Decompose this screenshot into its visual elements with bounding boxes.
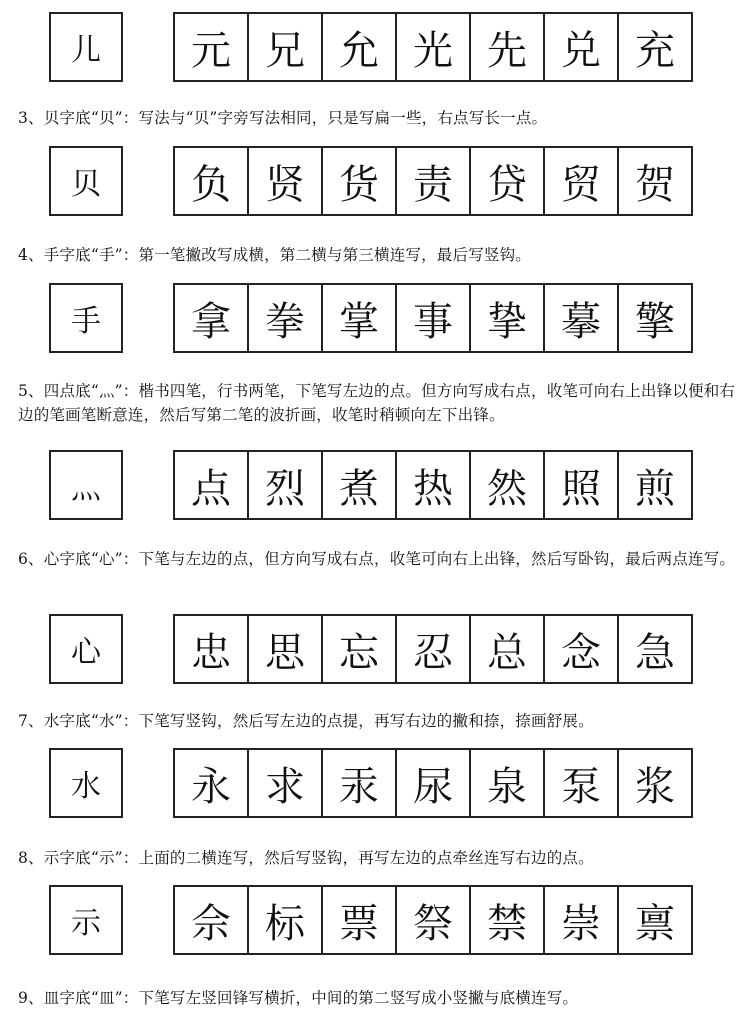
char-cell: 挚 <box>471 285 545 351</box>
section-description: 7、水字底“水”：下笔写竖钩，然后写左边的点提，再写右边的撇和捺，捺画舒展。 <box>18 712 594 730</box>
char-cell: 禀 <box>635 900 675 947</box>
radical-box: 心 <box>49 614 123 684</box>
char-cell: 祭 <box>397 887 471 953</box>
char-cell: 思 <box>249 616 323 682</box>
char-cell: 贸 <box>545 148 619 214</box>
radical-box: 贝 <box>49 146 123 216</box>
char-cell: 禁 <box>471 887 545 953</box>
section-description: 9、皿字底“皿”：下笔写左竖回锋写横折，中间的第二竖写成小竖撇与底横连写。 <box>18 989 579 1007</box>
char-cell: 充 <box>635 27 675 74</box>
char-strip <box>173 146 693 216</box>
char-cell: 浆 <box>635 763 675 810</box>
radical-box: 示 <box>49 885 123 955</box>
char-cell: 票 <box>323 887 397 953</box>
char-cell: 兑 <box>545 14 619 80</box>
char-cell: 光 <box>397 14 471 80</box>
char-cell: 然 <box>471 452 545 518</box>
char-cell: 掌 <box>323 285 397 351</box>
char-cell: 泵 <box>545 750 619 816</box>
char-cell: 念 <box>545 616 619 682</box>
char-cell: 急 <box>635 629 675 676</box>
char-cell: 责 <box>397 148 471 214</box>
char-strip <box>173 283 693 353</box>
char-cell: 求 <box>249 750 323 816</box>
char-cell: 汞 <box>323 750 397 816</box>
char-cell: 标 <box>249 887 323 953</box>
char-cell: 佘 <box>175 887 249 953</box>
radical-box: 水 <box>49 748 123 818</box>
char-cell: 允 <box>323 14 397 80</box>
char-strip <box>173 450 693 520</box>
char-strip <box>173 614 693 684</box>
section-description: 5、四点底“灬”：楷书四笔，行书两笔，下笔写左边的点。但方向写成右点，收笔可向右上出锋以便和右边的笔画笔断意连，然后写第二笔的波折画，收笔时稍顿向左下出锋。 <box>18 382 736 424</box>
char-cell: 贤 <box>249 148 323 214</box>
char-strip <box>173 885 693 955</box>
char-cell: 照 <box>545 452 619 518</box>
char-cell: 烈 <box>249 452 323 518</box>
section-description: 4、手字底“手”：第一笔撇改写成横，第二横与第三横连写，最后写竖钩。 <box>18 246 532 264</box>
char-cell: 擎 <box>635 298 675 345</box>
section-description: 6、心字底“心”：下笔与左边的点，但方向写成右点，收笔可向右上出锋，然后写卧钩，最后两点连写。 <box>18 550 736 568</box>
section-description: 8、示字底“示”：上面的二横连写，然后写竖钩，再写左边的点牵丝连写右边的点。 <box>18 849 594 867</box>
char-cell: 贷 <box>471 148 545 214</box>
char-strip <box>173 748 693 818</box>
char-cell: 货 <box>323 148 397 214</box>
char-cell: 泉 <box>471 750 545 816</box>
char-cell: 先 <box>471 14 545 80</box>
char-cell: 总 <box>471 616 545 682</box>
char-cell: 拿 <box>175 285 249 351</box>
radical-box: 手 <box>49 283 123 353</box>
char-cell: 忍 <box>397 616 471 682</box>
char-cell: 摹 <box>545 285 619 351</box>
radical-box: 灬 <box>49 450 123 520</box>
section-description: 3、贝字底“贝”：写法与“贝”字旁写法相同，只是写扁一些，右点写长一点。 <box>18 109 548 127</box>
char-cell: 煎 <box>635 465 675 512</box>
char-cell: 崇 <box>545 887 619 953</box>
char-cell: 永 <box>175 750 249 816</box>
char-cell: 点 <box>175 452 249 518</box>
char-cell: 忘 <box>323 616 397 682</box>
char-cell: 负 <box>175 148 249 214</box>
char-cell: 事 <box>397 285 471 351</box>
char-cell: 尿 <box>397 750 471 816</box>
char-cell: 兄 <box>249 14 323 80</box>
char-cell: 贺 <box>635 161 675 208</box>
char-cell: 元 <box>175 14 249 80</box>
char-strip <box>173 12 693 82</box>
radical-box: 儿 <box>49 12 123 82</box>
char-cell: 忠 <box>175 616 249 682</box>
char-cell: 煮 <box>323 452 397 518</box>
char-cell: 拳 <box>249 285 323 351</box>
char-cell: 热 <box>397 452 471 518</box>
